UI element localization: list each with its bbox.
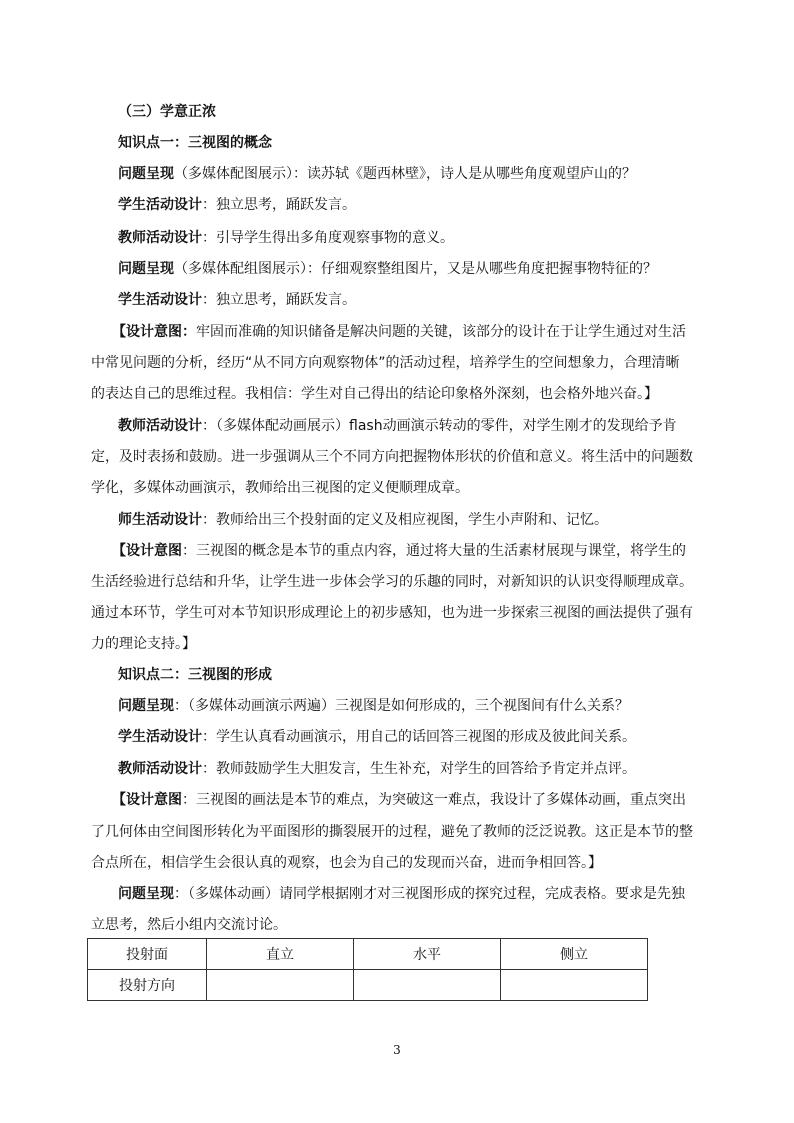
kp1-question-2 <box>118 260 657 278</box>
label: 学生活动设计 <box>118 292 202 308</box>
text: ：三视图的概念是本节的重点内容，通过将大量的生活素材展现与课堂，将学生的 <box>182 543 686 559</box>
kp1-intent-line-3: 的表达自己的思维过程。我相信：学生对自己得出的结论印象格外深刻，也会格外地兴奋。】 <box>91 386 658 402</box>
label: 【设计意图： <box>112 324 196 340</box>
kp1-intent-line-2: 中常见问题的分析，经历“从不同方向观察物体”的活动过程，培养学生的空间想象力，合理清晰 <box>91 355 680 371</box>
table-row-label: 投射方向 <box>88 970 207 1001</box>
kp1-teacher-2-line-3: 学化，多媒体动画演示，教师给出三视图的定义便顺理成章。 <box>91 480 469 496</box>
text: ：独立思考，踊跃发言。 <box>202 197 356 213</box>
kp1-student-1 <box>118 196 356 214</box>
label: 问题呈现 <box>118 166 174 182</box>
text: ：教师鼓励学生大胆发言，生生补充，对学生的回答给予肯定并点评。 <box>202 761 636 777</box>
kp1-intent2-line-3: 通过本环节，学生可对本节知识形成理论上的初步感知，也为进一步探索三视图的画法提供了强有 <box>91 605 693 621</box>
kp1-title: 知识点一：三视图的概念 <box>118 135 272 151</box>
text: ：（多媒体动画）请同学根据刚才对三视图形成的探究过程，完成表格。要求是先独 <box>174 886 685 902</box>
kp1-intent-line-1 <box>112 323 686 341</box>
table-header-cell: 水平 <box>354 939 501 970</box>
label: 师生活动设计 <box>118 512 202 528</box>
label: 【设计意图 <box>112 792 182 808</box>
kp2-question-2-line-2: 立思考，然后小组内交流讨论。 <box>91 917 287 933</box>
kp2-intent-line-3: 合点所在，相信学生会很认真的观察，也会为自己的发现而兴奋，进而争相回答。】 <box>91 855 602 871</box>
projection-table <box>87 938 648 1001</box>
kp1-intent2-line-1 <box>112 542 686 560</box>
label: 学生活动设计 <box>118 729 202 745</box>
kp1-intent2-line-2: 生活经验进行总结和升华，让学生进一步体会学习的乐趣的同时，对新知识的认识变得顺理成章。 <box>91 574 693 590</box>
section-heading: （三）学意正浓 <box>118 104 216 120</box>
kp1-intent2-line-4: 力的理论支持。】 <box>91 636 196 652</box>
table-cell <box>207 970 354 1001</box>
text: ：独立思考，踊跃发言。 <box>202 292 356 308</box>
text: ：三视图的画法是本节的难点，为突破这一难点，我设计了多媒体动画，重点突出 <box>182 792 686 808</box>
kp1-student-2 <box>118 291 356 309</box>
label: 学生活动设计 <box>118 197 202 213</box>
label: 问题呈现 <box>118 698 174 714</box>
kp2-student-1 <box>118 728 636 746</box>
text: ：引导学生得出多角度观察事物的意义。 <box>202 230 454 246</box>
label: 【设计意图 <box>112 543 182 559</box>
text: ：（多媒体动画演示两遍）三视图是如何形成的，三个视图间有什么关系？ <box>174 698 629 714</box>
text: ：学生认真看动画演示，用自己的话回答三视图的形成及彼此间关系。 <box>202 729 636 745</box>
table-header-cell: 直立 <box>207 939 354 970</box>
label: 教师活动设计 <box>118 761 202 777</box>
kp1-teacher-2-line-1 <box>118 417 677 435</box>
kp2-title: 知识点二：三视图的形成 <box>118 667 272 683</box>
text: ：（多媒体配动画展示）flash动画演示转动的零件，对学生刚才的发现给予肯 <box>202 418 677 434</box>
kp2-intent-line-1 <box>112 791 686 809</box>
kp1-joint-activity <box>118 511 608 529</box>
kp2-question-1 <box>118 697 629 715</box>
kp2-question-2-line-1 <box>118 885 685 903</box>
table-cell <box>501 970 648 1001</box>
label: 教师活动设计 <box>118 230 202 246</box>
kp2-teacher-1 <box>118 760 636 778</box>
table-header-row <box>88 939 648 970</box>
label: 问题呈现 <box>118 886 174 902</box>
text: ：教师给出三个投射面的定义及相应视图，学生小声附和、记忆。 <box>202 512 608 528</box>
page-number: 3 <box>393 1043 401 1057</box>
text: （多媒体配图展示）：读苏轼《题西林壁》，诗人是从哪些角度观望庐山的？ <box>174 166 636 182</box>
kp2-intent-line-2: 了几何体由空间图形转化为平面图形的撕裂展开的过程，避免了教师的泛泛说教。这正是本节的整 <box>91 824 693 840</box>
label: 问题呈现 <box>118 261 174 277</box>
kp1-question-1 <box>118 165 636 183</box>
table-header-cell: 投射面 <box>88 939 207 970</box>
kp1-teacher-1 <box>118 229 454 247</box>
table-header-cell: 侧立 <box>501 939 648 970</box>
text: （多媒体配组图展示）：仔细观察整组图片，又是从哪些角度把握事物特征的？ <box>174 261 657 277</box>
kp1-teacher-2-line-2: 定，及时表扬和鼓励。进一步强调从三个不同方向把握物体形状的价值和意义。将生活中的问题数 <box>91 449 693 465</box>
text: 牢固而准确的知识储备是解决问题的关键，该部分的设计在于让学生通过对生活 <box>196 324 686 340</box>
table-cell <box>354 970 501 1001</box>
table-row <box>88 970 648 1001</box>
label: 教师活动设计 <box>118 418 202 434</box>
